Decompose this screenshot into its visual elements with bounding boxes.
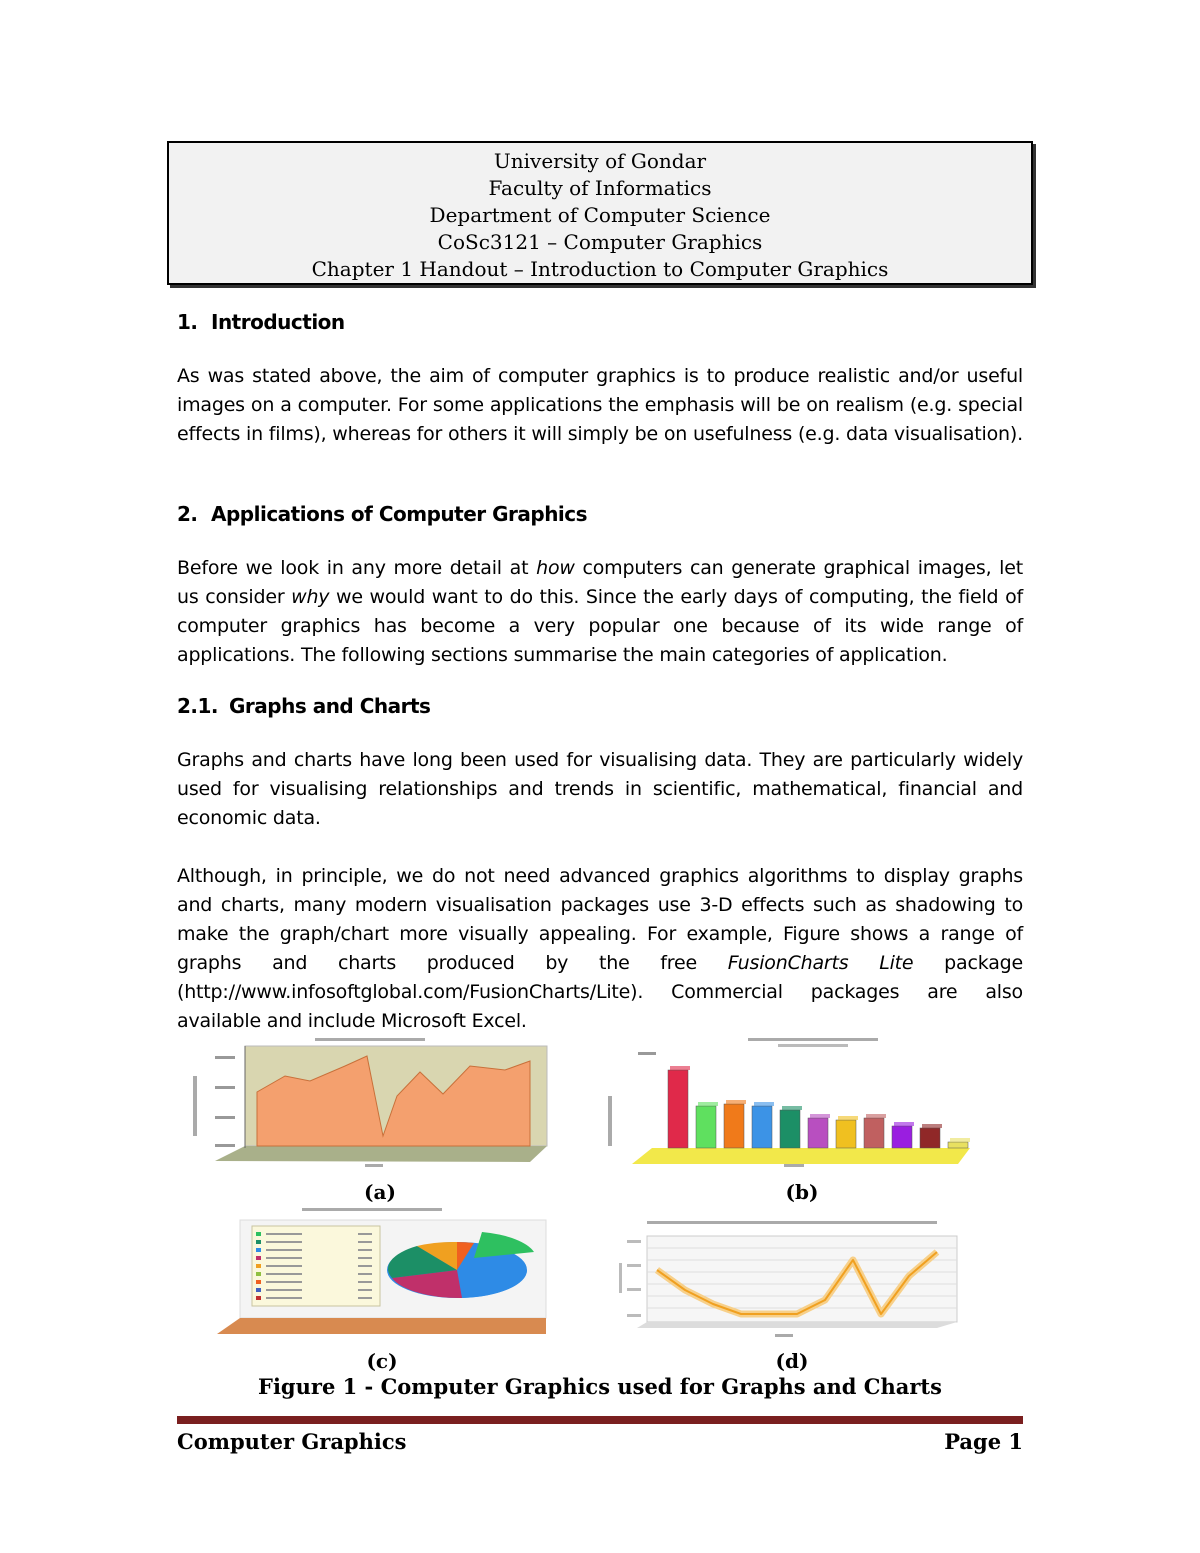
bar-top: [810, 1114, 830, 1118]
figure-c-pie-chart: [212, 1206, 552, 1336]
legend-value: [358, 1265, 372, 1267]
bar: [892, 1126, 912, 1148]
legend-line: [266, 1249, 302, 1251]
figure-a-label: (a): [364, 1180, 396, 1204]
figure-b-label: (b): [785, 1180, 819, 1204]
heading-graphs-charts: 2.1. Graphs and Charts: [177, 694, 431, 718]
figure-b-bar-chart: [608, 1036, 978, 1168]
legend-swatch: [256, 1288, 261, 1292]
legend-line: [266, 1257, 302, 1259]
bar: [696, 1106, 716, 1148]
bar-top: [894, 1122, 914, 1126]
legend-swatch: [256, 1272, 261, 1276]
bar-top: [838, 1116, 858, 1120]
legend-line: [266, 1265, 302, 1267]
legend-swatch: [256, 1280, 261, 1284]
bar-top: [754, 1102, 774, 1106]
bar-top: [782, 1106, 802, 1110]
bar: [752, 1106, 772, 1148]
legend-swatch: [256, 1232, 261, 1236]
bar: [836, 1120, 856, 1148]
legend-value: [358, 1257, 372, 1259]
bar: [668, 1070, 688, 1148]
legend-value: [358, 1281, 372, 1283]
bar-top: [670, 1066, 690, 1070]
legend-swatch: [256, 1256, 261, 1260]
legend-swatch: [256, 1264, 261, 1268]
footer-title: Computer Graphics: [177, 1429, 407, 1454]
bar: [948, 1142, 968, 1148]
paragraph-graphs-1: Graphs and charts have long been used for visualising data. They are particularly widely used for visualising relationships and trends in scientific, mathematical, financial and economic data.: [177, 749, 1023, 829]
bar-top: [922, 1124, 942, 1128]
bar-top: [866, 1114, 886, 1118]
bar: [808, 1118, 828, 1148]
bar: [724, 1104, 744, 1148]
figure-d-line-chart: [615, 1218, 965, 1342]
bar: [920, 1128, 940, 1148]
title-box: [167, 141, 1033, 285]
legend-line: [266, 1273, 302, 1275]
legend-value: [358, 1233, 372, 1235]
chapter-title: Chapter 1 Handout – Introduction to Computer Graphics: [311, 257, 889, 281]
heading-applications: 2. Applications of Computer Graphics: [177, 502, 588, 526]
figure-caption: Figure 1 - Computer Graphics used for Graphs and Charts: [258, 1374, 942, 1399]
legend-swatch: [256, 1248, 261, 1252]
figure-c-label: (c): [366, 1349, 398, 1373]
legend-value: [358, 1289, 372, 1291]
legend-line: [266, 1241, 302, 1243]
legend-line: [266, 1297, 302, 1299]
bar-top: [698, 1102, 718, 1106]
bar-top: [950, 1138, 970, 1142]
legend-value: [358, 1273, 372, 1275]
legend-line: [266, 1233, 302, 1235]
university-name: University of Gondar: [493, 149, 707, 173]
footer-divider: [177, 1416, 1023, 1424]
legend-value: [358, 1241, 372, 1243]
course-name: CoSc3121 – Computer Graphics: [437, 230, 763, 254]
paragraph-applications: Before we look in any more detail at how computers can generate graphical images, let us consider why we would want to do this. Since the early days of computing, the field of computer graphics has become a very popular one because of its wide range of applications. The following sections summarise the main categories of application.: [177, 557, 1023, 666]
legend-value: [358, 1297, 372, 1299]
department-name: Department of Computer Science: [429, 203, 771, 227]
footer-page-number: Page 1: [944, 1429, 1023, 1454]
bar: [780, 1110, 800, 1148]
legend-swatch: [256, 1240, 261, 1244]
legend-line: [266, 1281, 302, 1283]
bar-top: [726, 1100, 746, 1104]
bar: [864, 1118, 884, 1148]
figure-d-label: (d): [775, 1349, 809, 1373]
paragraph-introduction: As was stated above, the aim of computer graphics is to produce realistic and/or useful images on a computer. For some applications the emphasis will be on realism (e.g. special effects in films), whereas for others it will simply be on usefulness (e.g. data visualisation).: [177, 365, 1023, 445]
legend-swatch: [256, 1296, 261, 1300]
legend-line: [266, 1289, 302, 1291]
figure-a-area-chart: [185, 1036, 555, 1168]
faculty-name: Faculty of Informatics: [488, 176, 712, 200]
heading-introduction: 1. Introduction: [177, 310, 345, 334]
paragraph-graphs-2: Although, in principle, we do not need advanced graphics algorithms to display graphs and charts, many modern visualisation packages use 3-D effects such as shadowing to make the graph/chart more visually appealing. For example, Figure shows a range of graphs and charts produced by the free FusionCharts Lite package (http://www.infosoftglobal.com/FusionCharts/Lite). Commercial packages are also available and include Microsoft Excel.: [177, 865, 1023, 1032]
legend-value: [358, 1249, 372, 1251]
